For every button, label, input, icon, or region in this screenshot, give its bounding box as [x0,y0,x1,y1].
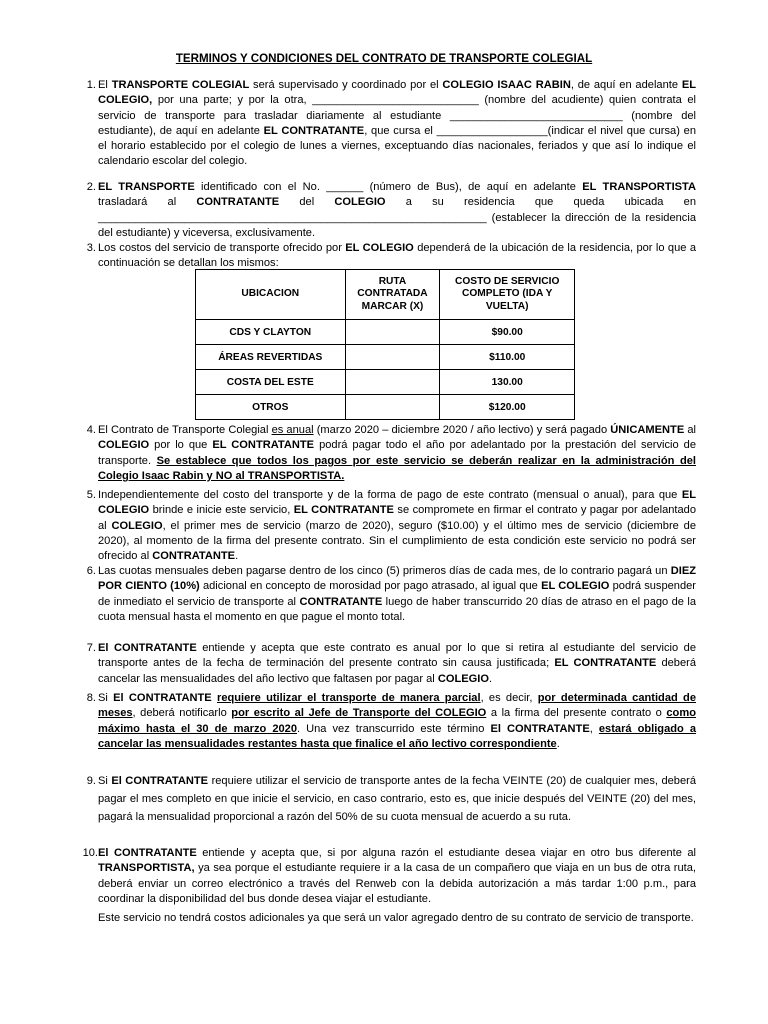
clause-2 [86,180,697,241]
clause-number: 9. [86,775,96,787]
clause-number: 7. [86,642,96,654]
clause-number: 5. [86,489,96,501]
clause-text: Si El CONTRATANTE requiere utilizar el transporte de manera parcial, es decir, por determinada cantidad de meses, deberá notificarlo por escrito al Jefe de Transporte del COLEGIO a la firma del presente contrato o como máximo hasta el 30 de marzo 2020. Una vez transcurrido este término El CONTRATANTE, estará obligado a cancelar las mensualidades restantes hasta que finalice el año lectivo correspondiente. [98,692,697,750]
clause-number: 2. [86,181,96,193]
clause-10 [82,846,696,926]
clause-3 [86,241,696,272]
cost-table [195,269,575,420]
header-route: RUTA CONTRATADA MARCAR (X) [345,270,440,320]
clause-number: 1. [86,79,96,91]
document-title: TERMINOS Y CONDICIONES DEL CONTRATO DE TRANSPORTE COLEGIAL [175,52,593,65]
table-row [196,370,575,395]
cell-cost: $120.00 [440,395,575,420]
cell-location: OTROS [196,395,346,420]
cell-route-mark[interactable] [345,395,440,420]
cell-route-mark[interactable] [345,345,440,370]
clause-number: 6. [86,565,96,577]
clause-7 [86,641,696,687]
cell-location: ÁREAS REVERTIDAS [196,345,346,370]
cell-cost: $110.00 [440,345,575,370]
clause-text: Si El CONTRATANTE requiere utilizar el servicio de transporte antes de la fecha VEINTE (20) de cualquier mes, deberá pagar el mes completo en que inicie el servicio, en caso contrario, esto es, que inicie después del VEINTE (20) del mes, pagará la mensualidad proporcional a razón del 50% de su cuota mensual de acuerdo a su ruta. [98,775,697,823]
cell-location: CDS Y CLAYTON [196,320,346,345]
clause-1 [86,78,696,170]
clause-9 [86,772,697,826]
cost-table-header-row [196,270,575,320]
clause-6 [86,564,696,625]
clause-text: Las cuotas mensuales deben pagarse dentro de los cinco (5) primeros días de cada mes, de lo contrario pagará un DIEZ POR CIENTO (10%) adicional en concepto de morosidad por pago atrasado, al igual que EL COLEGIO podrá suspender de inmediato el servicio de transporte al CONTRATANTE luego de haber transcurrido 20 días de atraso en el pago de la cuota mensual hasta el momento en que pague el monto total. [98,565,696,623]
table-row [196,345,575,370]
cell-route-mark[interactable] [345,370,440,395]
table-row [196,320,575,345]
header-cost: COSTO DE SERVICIO COMPLETO (IDA Y VUELTA) [440,270,575,320]
clause-text: El Contrato de Transporte Colegial es anual (marzo 2020 – diciembre 2020 / año lectivo) y será pagado ÚNICAMENTE al COLEGIO por lo que EL CONTRATANTE podrá pagar todo el año por adelantado por la prestación del servicio de transporte. Se establece que todos los pagos por este servicio se deberán realizar en la administración del Colegio Isaac Rabin y NO al TRANSPORTISTA. [98,424,697,482]
clause-number: 10. [82,847,98,859]
cell-cost: 130.00 [440,370,575,395]
header-location: UBICACION [196,270,346,320]
table-row [196,395,575,420]
clause-number: 4. [86,424,96,436]
cell-cost: $90.00 [440,320,575,345]
clause-number: 8. [86,692,96,704]
cell-route-mark[interactable] [345,320,440,345]
clause-4 [86,423,697,484]
clause-number: 3. [86,242,96,254]
clause-8 [86,691,697,752]
cell-location: COSTA DEL ESTE [196,370,346,395]
clause-text: El CONTRATANTE entiende y acepta que, si por alguna razón el estudiante desea viajar en otro bus diferente al TRANSPORTISTA, ya sea porque el estudiante requiere ir a la casa de un compañero que viaja en un bus de otra ruta, deberá enviar un correo electrónico a través del Renweb con la debida autorización a más tardar 1:00 p.m., para coordinar la disponibilidad del bus donde desea viajar el estudiante. [98,847,696,905]
clause-note: Este servicio no tendrá costos adicionales ya que será un valor agregado dentro de su contrato de servicio de transporte. [98,912,694,925]
clause-text: El CONTRATANTE entiende y acepta que este contrato es anual por lo que si retira al estudiante del servicio de transporte antes de la fecha de terminación del presente contrato sin causa justificada; EL CONTRATANTE deberá cancelar las mensualidades del año lectivo que faltasen por pagar al COLEGIO. [98,642,696,685]
clause-text: EL TRANSPORTE identificado con el No. ______ (número de Bus), de aquí en adelante EL TRANSPORTISTA trasladará al CONTRATANTE del COLEGIO a su residencia que queda ubicada en _______________________________________________________________ (establecer la dirección de la residencia del estudiante) y viceversa, exclusivamente. [98,181,697,239]
clause-5 [86,488,697,564]
clause-text: Los costos del servicio de transporte ofrecido por EL COLEGIO dependerá de la ubicación de la residencia, por lo que a continuación se detallan los mismos: [98,242,696,270]
clause-text: Independientemente del costo del transporte y de la forma de pago de este contrato (mensual o anual), para que EL COLEGIO brinde e inicie este servicio, EL CONTRATANTE se compromete en firmar el contrato y pagar por adelantado al COLEGIO, el primer mes de servicio (marzo de 2020), seguro ($10.00) y el último mes de servicio (diciembre de 2020), al momento de la firma del presente contrato. Sin el cumplimiento de esta condición este servicio no podrá ser ofrecido al CONTRATANTE. [98,489,697,563]
clause-text: El TRANSPORTE COLEGIAL será supervisado y coordinado por el COLEGIO ISAAC RABIN, de aquí en adelante EL COLEGIO, por una parte; y por la otra, ___________________________ (nombre del acudiente) quien contrata el servicio de transporte para trasladar diariamente al estudiante ____________________________ (nombre del estudiante), de aquí en adelante EL CONTRATANTE, que cursa el __________________(indicar el nivel que cursa) en el horario establecido por el colegio de lunes a viernes, exceptuando días nacionales, feriados y que así lo indique el calendario escolar del colegio. [98,79,696,168]
